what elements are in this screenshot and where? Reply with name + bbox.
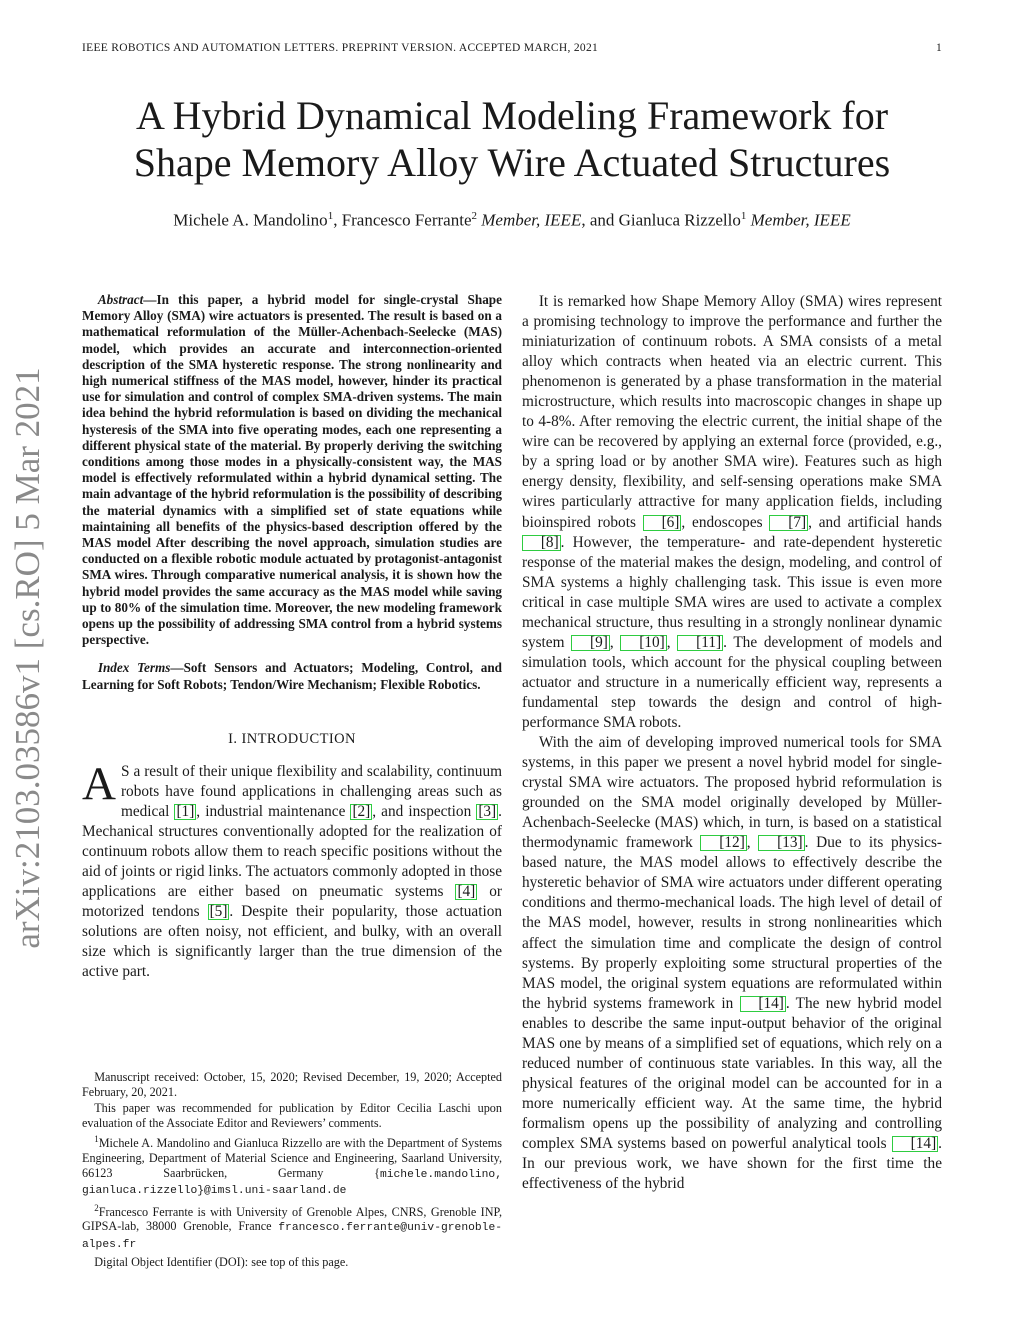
page-number: 1 [936, 42, 942, 54]
drop-cap: A [82, 757, 116, 810]
abstract-label: Abstract [97, 292, 144, 307]
author-list [82, 205, 942, 232]
title-line-2: Shape Memory Alloy Wire Actuated Structures [133, 140, 891, 185]
p1-text-3: , and artificial hands [808, 513, 942, 531]
arxiv-identifier[interactable]: arXiv:2103.03586v1 [cs.RO] 5 Mar 2021 [8, 367, 47, 949]
p2-text-2: , [746, 834, 759, 852]
footnote-received: Manuscript received: October, 15, 2020; Revised December, 19, 2020; Accepted February, 20, 2021. [82, 1070, 502, 1099]
section-heading-introduction [82, 731, 502, 748]
intro-text-3: , and inspection [372, 802, 477, 820]
citation-link-12[interactable]: [12] [700, 835, 746, 851]
author-2-membership: Member, IEEE [481, 210, 582, 230]
footnote-affiliation-1-text: Michele A. Mandolino and Gianluca Rizzello are with the Department of Systems Engineering, Department of Material Science and Engineering, Saarland University, 66123 Saarbrücken, Germany { [82, 1136, 502, 1180]
left-column [82, 292, 502, 982]
running-header: IEEE ROBOTICS AND AUTOMATION LETTERS. PREPRINT VERSION. ACCEPTED MARCH, 2021 [82, 42, 599, 54]
footnotes [82, 1070, 502, 1271]
author-2-name: , Francesco Ferrante [333, 210, 472, 230]
right-column [522, 292, 942, 1194]
p2-text-3: . Due to its physics-based nature, the MAS model allows to effectively describe the hysteretic behavior of SMA wire actuators under different operating conditions and thermo-mechanical loads. The high level of detail of the MAS model, however, results in strong nonlinearities which affect the simulation time and complicate the design of control systems. By properly exploiting some structural properties of the MAS model, the original system equations are reformulated within the hybrid systems framework in [522, 834, 942, 1012]
footnote-affiliation-2-text: Francesco Ferrante is with University of Grenoble Alpes, CNRS, Grenoble INP, GIPSA-lab, 38000 Grenoble, France [82, 1204, 502, 1234]
email-domain-1[interactable]: }@imsl.uni-saarland.de [197, 1185, 347, 1198]
footnote-mark-2: 2 [94, 1202, 99, 1213]
intro-paragraph [82, 757, 502, 983]
footnote-affiliation-2 [82, 1201, 502, 1253]
citation-link-4[interactable]: [4] [457, 883, 476, 901]
citation-link-10[interactable]: [10] [620, 635, 666, 651]
paper-title [82, 92, 942, 186]
index-terms-text: —Soft Sensors and Actuators; Modeling, Control, and Learning for Soft Robots; Tendon/Wire Mechanism; Flexible Robotics. [82, 660, 503, 692]
author-2-affiliation: 2 [471, 210, 477, 222]
index-terms-label: Index Terms [97, 660, 171, 676]
abstract-text: —In this paper, a hybrid model for single-crystal Shape Memory Alloy (SMA) wire actuators is presented. The result is based on a mathematical reformulation of the Müller-Achenbach-Seelecke (MAS) model, which provides an accurate and interconnection-oriented description of the SMA hysteretic response. The strong nonlinearity and high numerical stiffness of the MAS model, however, hinder its practical use for simulation and control of complex SMA-driven systems. The main idea behind the hybrid reformulation is based on dividing the mechanical hysteresis of the SMA into five operating modes, each one representing a different physical state of the material. By properly deriving the switching conditions among those modes in a physically-consistent way, the MAS model is effectively reformulated within a hybrid dynamical setting. The main advantage of the hybrid reformulation is the possibility of describing the material dynamics with a simplified set of state equations while maintaining all benefits of the physics-based description offered by the MAS model After describing the novel approach, simulation studies are conducted on a flexible robotic module actuated by protagonist-antagonist SMA wires. Through comparative numerical analysis, it is shown how the hybrid model provides the same accuracy as the MAS model while saving up to 80% of the simulation time. Moreover, the new modeling framework opens up the possibility of addressing SMA control from a hybrid systems perspective. [82, 292, 502, 648]
p2-text-4: . The new hybrid model enables to describe the same input-output behavior of the original MAS one by means of a simplified set of equations, which rely on a reduced number of continuous state variables. In this way, all the physical features of the original model can be accounted for in a more numerically efficient way. At the same time, the hybrid formalism opens up the possibility of analyzing and controlling complex SMA systems based on powerful analytical tools [522, 994, 942, 1152]
citation-link-5[interactable]: [5] [209, 903, 228, 921]
intro-text-1: S a result of their unique flexibility and scalability, continuum robots have found applications in challenging areas such as medical [120, 762, 502, 820]
right-paragraph-2 [522, 733, 942, 1194]
citation-link-1[interactable]: [1] [176, 802, 195, 820]
footnote-editor: This paper was recommended for publication by Editor Cecilia Laschi upon evaluation of the Associate Editor and Reviewers’ comments. [82, 1101, 502, 1130]
citation-link-7[interactable]: [7] [769, 515, 808, 531]
author-3-name: , and Gianluca Rizzello [581, 210, 741, 230]
footnote-mark-1: 1 [94, 1134, 99, 1145]
abstract [82, 292, 502, 648]
intro-text-6: . Despite their popularity, those actuation solutions are often noisy, not efficient, and bulky, with an overall size which is significantly larger than the true dimension of the active part. [82, 903, 502, 981]
author-3-affiliation: 1 [740, 210, 747, 222]
p1-text-4: . However, the temperature- and rate-dependent hysteretic response of the material makes the design, modeling, and control of SMA systems a highly challenging task. This issue is even more critical in case multiple SMA wires are used to activate a complex mechanical structure, thus resulting in a strongly nonlinear dynamic system [522, 533, 942, 651]
intro-text-2: , industrial maintenance [196, 802, 351, 820]
citation-link-14-second[interactable]: [14] [892, 1136, 938, 1152]
p1-text-7: . The development of models and simulation tools, which account for the physical coupling between actuator and structure in a numerically efficient way, represents a fundamental step towards the design and control of high-performance SMA robots. [522, 633, 942, 731]
footnote-affiliation-1 [82, 1132, 502, 1198]
author-1-name: Michele A. Mandolino [173, 210, 328, 230]
citation-link-14[interactable]: [14] [740, 996, 786, 1012]
citation-link-13[interactable]: [13] [758, 835, 804, 851]
section-number: I. [228, 730, 238, 747]
p1-text-2: , endoscopes [681, 513, 770, 531]
intro-text-4: . Mechanical structures conventionally adopted for the realization of continuum robots allow them to reach specific positions without the aid of joints or rigid links. The actuators commonly adopted in those applications are either based on pneumatic systems [82, 802, 502, 901]
footnote-doi: Digital Object Identifier (DOI): see top of this page. [94, 1254, 349, 1269]
index-terms [82, 660, 502, 692]
author-emails-1[interactable]: michele.mandolino, gianluca.rizzello [82, 1168, 502, 1198]
citation-link-8[interactable]: [8] [522, 535, 561, 551]
p1-text-1: It is remarked how Shape Memory Alloy (SMA) wires represent a promising technology to improve the performance and further the miniaturization of continuum robots. A SMA consists of a metal alloy which contracts when heated via an electric current. This phenomenon is generated by a phase transformation in the material microstructure, which results into macroscopic changes in shape up to 4-8%. After removing the electric current, the initial shape of the wire can be recovered by applying an external force (provided, e.g., by a spring load or by another SMA wire). Features such as high energy density, flexibility, and self-sensing operations make SMA wires particularly attractive for many application fields, including bioinspired robots [522, 293, 942, 531]
title-line-1: A Hybrid Dynamical Modeling Framework for [135, 93, 889, 138]
p1-text-6: , [666, 633, 678, 651]
author-email-2[interactable]: francesco.ferrante@univ-grenoble-alpes.fr [82, 1222, 502, 1252]
citation-link-2[interactable]: [2] [352, 802, 371, 820]
citation-link-3[interactable]: [3] [478, 802, 497, 820]
author-3-membership: Member, IEEE [750, 210, 851, 230]
intro-text-5: or motorized tendons [82, 883, 502, 921]
section-title: INTRODUCTION [241, 730, 356, 747]
right-paragraph-1 [522, 292, 942, 733]
citation-link-11[interactable]: [11] [677, 635, 723, 651]
p1-text-5: , [609, 633, 621, 651]
citation-link-6[interactable]: [6] [643, 515, 682, 531]
p2-text-1: With the aim of developing improved numerical tools for SMA systems, in this paper we present a novel hybrid model for single-crystal SMA wire actuators. The proposed hybrid reformulation is grounded on the SMA model originally developed by Müller-Achenbach-Seelecke (MAS) which, in turn, is based on a statistical thermodynamic framework [522, 734, 942, 852]
author-1-affiliation: 1 [327, 210, 334, 222]
citation-link-9[interactable]: [9] [571, 635, 610, 651]
p2-text-5: . In our previous work, we have shown for the first time the effectiveness of the hybrid [522, 1134, 942, 1193]
